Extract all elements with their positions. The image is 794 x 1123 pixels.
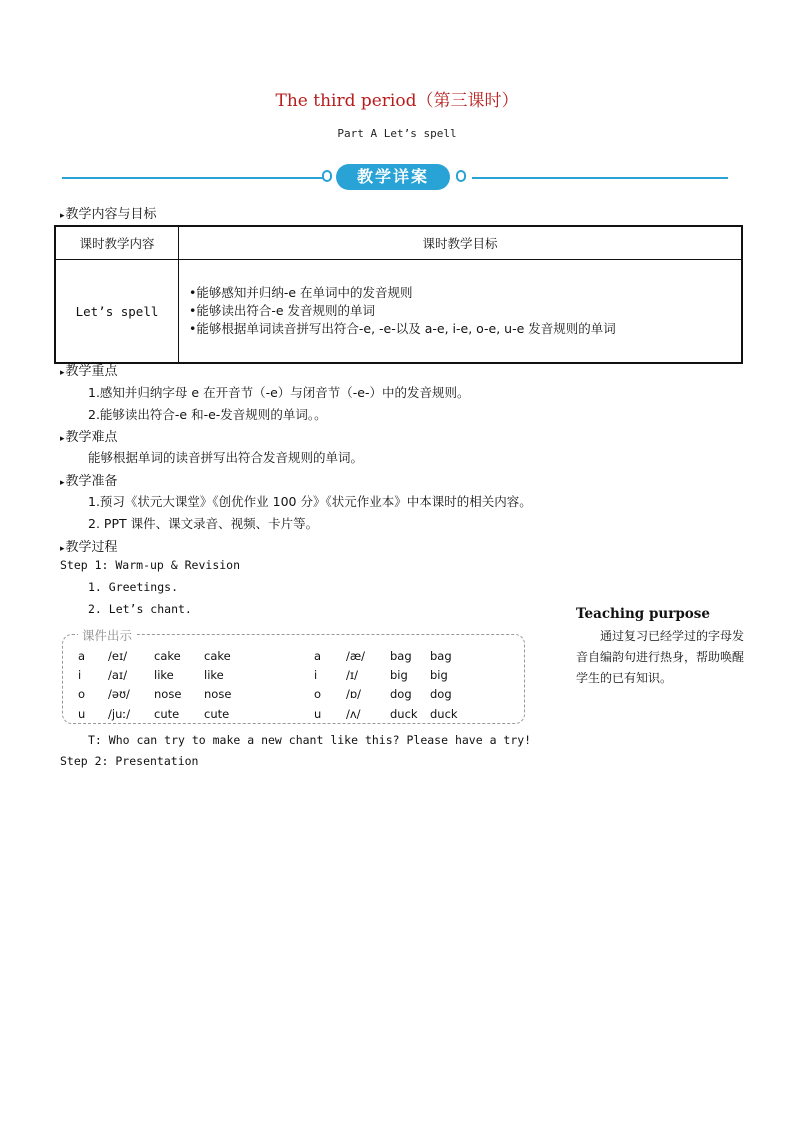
section-heading-process: ▸ 教学过程 (60, 536, 118, 555)
banner-cap-right (456, 170, 466, 182)
chant-word: bag (390, 648, 412, 663)
chant-letter: i (314, 667, 318, 682)
chant-phonetic: /ʌ/ (346, 706, 361, 721)
chant-letter: i (78, 667, 82, 682)
chant-word: duck (430, 706, 458, 721)
step1-item: 1. Greetings. (88, 580, 179, 594)
chant-word: dog (390, 687, 412, 702)
chant-word: nose (204, 687, 232, 702)
goals-col2-header: 课时教学目标 (179, 226, 743, 260)
chant-word: dog (430, 687, 452, 702)
difficulty-text: 能够根据单词的读音拼写出符合发音规则的单词。 (88, 450, 364, 465)
chant-phonetic: /æ/ (346, 648, 366, 663)
chant-word: duck (390, 706, 418, 721)
chant-word: cute (204, 706, 230, 721)
preparation-item: 1.预习《状元大课堂》《创优作业 100 分》《状元作业本》中本课时的相关内容。 (88, 494, 532, 509)
chant-phonetic: /əʊ/ (108, 687, 130, 702)
chant-word: cute (154, 706, 180, 721)
teacher-line: T: Who can try to make a new chant like this? Please have a try! (88, 733, 532, 747)
chant-row (78, 665, 480, 684)
step1-item: 2. Let’s chant. (88, 602, 192, 616)
goals-table (54, 225, 743, 364)
chant-letter: o (314, 687, 322, 702)
teaching-purpose-text: 通过复习已经学过的字母发音自编韵句进行热身，帮助唤醒学生的已有知识。 (576, 629, 745, 685)
chant-word: cake (204, 648, 231, 663)
banner-line-right (472, 177, 728, 179)
chant-phonetic: /ɒ/ (346, 687, 362, 702)
chant-row (78, 685, 480, 704)
chant-word: like (204, 667, 224, 682)
chant-phonetic: /eɪ/ (108, 648, 128, 663)
preparation-item: 2. PPT 课件、课文录音、视频、卡片等。 (88, 516, 319, 531)
objective-item: •能够读出符合-e 发音规则的单词 (189, 303, 376, 318)
page-title: The third period（第三课时） (275, 91, 519, 111)
teaching-purpose-title: Teaching purpose (576, 606, 710, 622)
objective-item: •能够根据单词读音拼写出符合-e, -e-以及 a-e, i-e, o-e, u-e 发音规则的单词 (189, 321, 616, 336)
chant-word: like (154, 667, 174, 682)
banner-label: 教学详案 (336, 164, 450, 190)
chant-table (78, 646, 480, 723)
key-point-item: 1.感知并归纳字母 e 在开音节（-e）与闭音节（-e-）中的发音规则。 (88, 385, 470, 400)
chant-word: cake (154, 648, 181, 663)
courseware-label: 课件出示 (78, 626, 136, 644)
goals-content-cell: Let’s spell (55, 260, 179, 364)
chant-word: nose (154, 687, 182, 702)
chant-row (78, 646, 480, 665)
banner-line-left (62, 177, 324, 179)
chant-phonetic: /ɪ/ (346, 667, 359, 682)
chant-word: big (390, 667, 408, 682)
section-heading-difficulties: ▸ 教学难点 (60, 426, 118, 445)
section-heading-preparation: ▸ 教学准备 (60, 470, 118, 489)
banner-cap-left (322, 170, 332, 182)
chant-letter: o (78, 687, 86, 702)
section-heading-key-points: ▸ 教学重点 (60, 360, 118, 379)
step2-heading: Step 2: Presentation (60, 754, 199, 768)
chant-word: bag (430, 648, 452, 663)
page-subtitle: Part A Let’s spell (337, 127, 457, 140)
chant-letter: u (314, 706, 322, 721)
chant-letter: a (314, 648, 322, 663)
goals-col1-header: 课时教学内容 (55, 226, 179, 260)
chant-letter: u (78, 706, 86, 721)
chant-row (78, 704, 480, 723)
chant-letter: a (78, 648, 86, 663)
objective-item: •能够感知并归纳-e 在单词中的发音规则 (189, 285, 413, 300)
goals-objectives-cell (179, 260, 743, 364)
chant-phonetic: /aɪ/ (108, 667, 128, 682)
section-heading-goals: ▸ 教学内容与目标 (60, 203, 157, 222)
chant-phonetic: /juː/ (108, 706, 131, 721)
chant-word: big (430, 667, 448, 682)
key-point-item: 2.能够读出符合-e 和-e-发音规则的单词。。 (88, 407, 327, 422)
step1-heading: Step 1: Warm-up & Revision (60, 558, 241, 572)
